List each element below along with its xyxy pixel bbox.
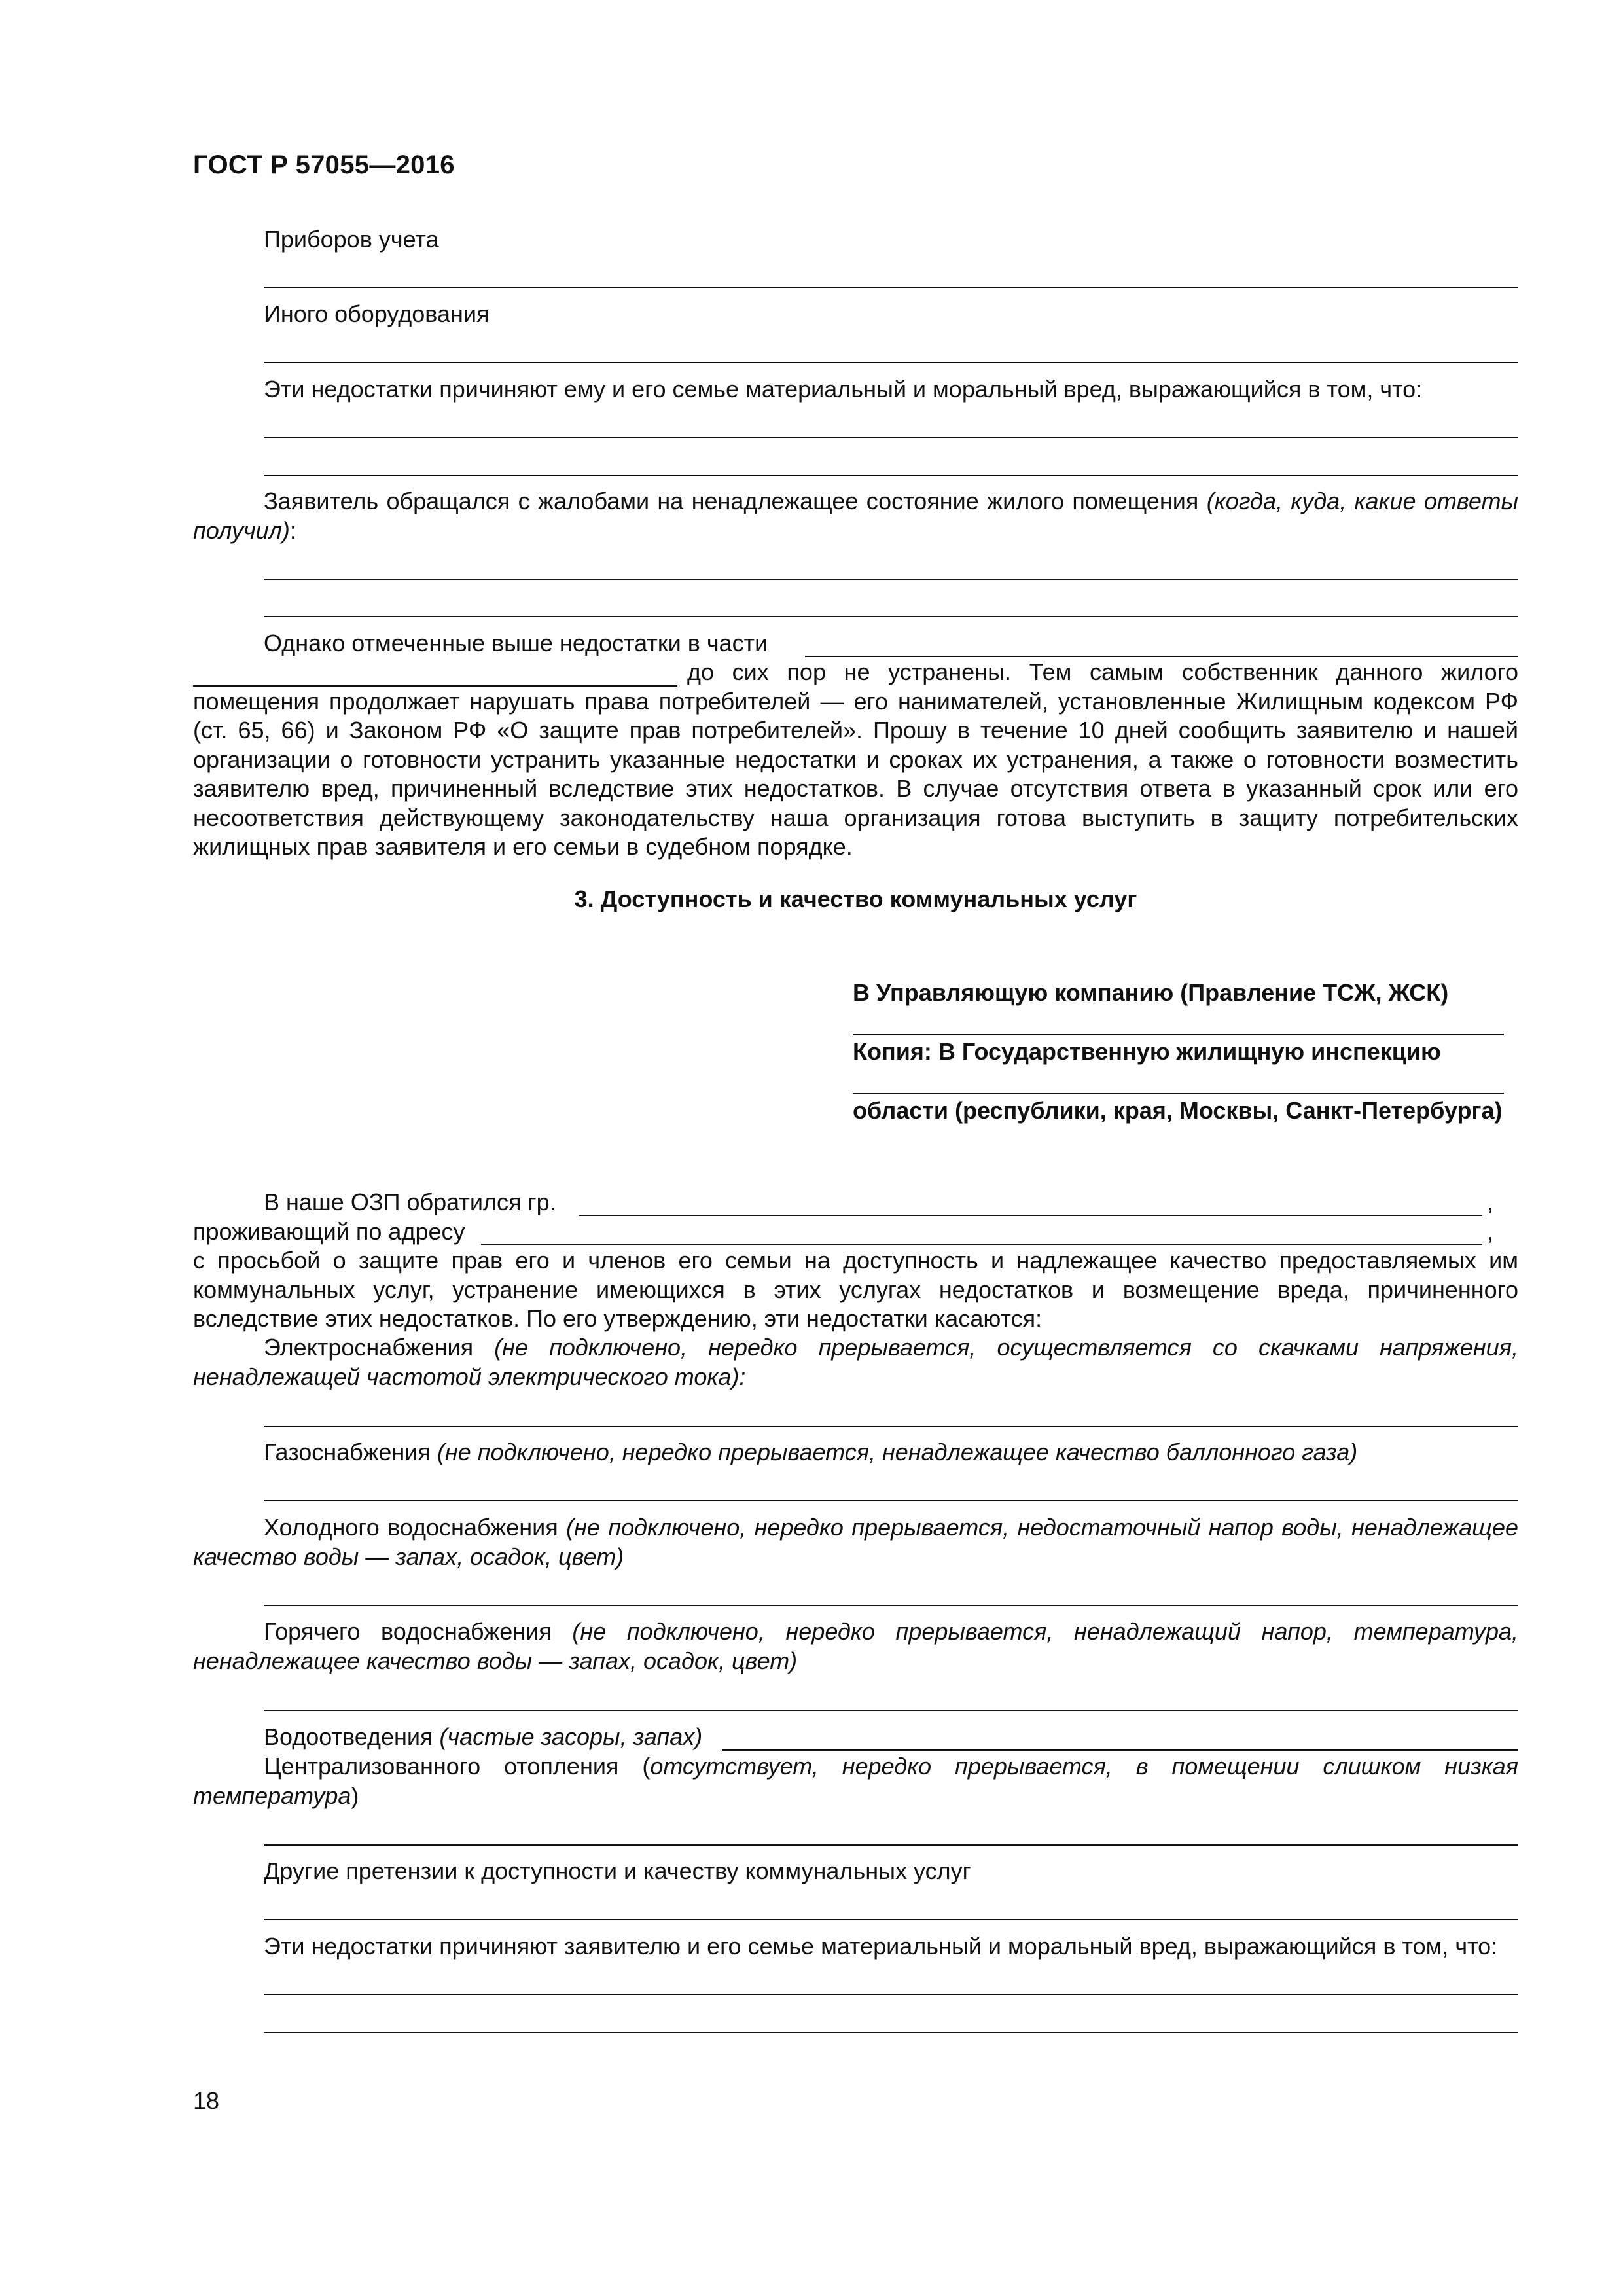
fill-line-hot-water[interactable] bbox=[264, 1710, 1518, 1711]
gas-note: (не подключено, нередко прерывается, ненадлежащее качество баллонного газа) bbox=[437, 1439, 1358, 1465]
gas-label: Газоснабжения bbox=[264, 1439, 431, 1465]
gas-paragraph bbox=[264, 1438, 1357, 1467]
electricity-paragraph bbox=[193, 1333, 1518, 1391]
fill-line-harm-2[interactable] bbox=[264, 475, 1518, 476]
fill-line-electricity[interactable] bbox=[264, 1426, 1518, 1427]
addressee-line-2: Копия: В Государственную жилищную инспекцию bbox=[853, 1038, 1441, 1065]
page-number: 18 bbox=[193, 2087, 220, 2114]
cold-water-paragraph bbox=[193, 1513, 1518, 1571]
fill-line-complaints-1[interactable] bbox=[264, 579, 1518, 580]
fill-line-company[interactable] bbox=[853, 1034, 1504, 1035]
heating-close: ) bbox=[351, 1782, 359, 1809]
fill-line-inspection[interactable] bbox=[853, 1093, 1504, 1094]
fill-line-meters[interactable] bbox=[264, 287, 1518, 288]
heating-note: отсутствует, нередко прерывается, в помещении слишком низкая температура bbox=[193, 1753, 1518, 1809]
fill-line-harm-3[interactable] bbox=[264, 1994, 1518, 1995]
address-label: проживающий по адресу bbox=[193, 1218, 465, 1245]
section-title: 3. Доступность и качество коммунальных услуг bbox=[574, 886, 1137, 912]
addressee-line-1: В Управляющую компанию (Правление ТСЖ, ЖСК) bbox=[853, 979, 1449, 1006]
item-equipment-label: Иного оборудования bbox=[264, 300, 490, 327]
fill-line-heating[interactable] bbox=[264, 1844, 1518, 1846]
harm-text-2: Эти недостатки причиняют заявителю и его семье материальный и моральный вред, выражающийся в том, что: bbox=[264, 1933, 1498, 1960]
however-paragraph: до сих пор не устранены. Тем самым собственник данного жилого помещения продолжает нарушать права потребителей — его нанимателей, установленные Жилищным кодексом РФ (ст. 65, 66) и Законом РФ «О защите прав потребителей». Прошу в течение 10 дней сообщить заявителю и нашей организации о готовности устранить указанные недостатки и сроках их устранения, а также о готовности возместить заявителю вред, причиненный вследствие этих недостатков. В случае отсутствия ответа в указанный срок или его несоответствия действующему законодательству наша организация готова выступить в защиту потребительских жилищных прав заявителя и его семьи в судебном порядке. bbox=[193, 658, 1518, 860]
heating-label: Централизованного отопления ( bbox=[264, 1753, 651, 1780]
fill-line-gas[interactable] bbox=[264, 1500, 1518, 1501]
cold-water-label: Холодного водоснабжения bbox=[264, 1514, 558, 1541]
fill-line-other-claims[interactable] bbox=[264, 1919, 1518, 1920]
fill-line-applicant[interactable] bbox=[579, 1215, 1482, 1216]
fill-line-equipment[interactable] bbox=[264, 362, 1518, 363]
heating-paragraph bbox=[193, 1752, 1518, 1810]
complaints-colon: : bbox=[289, 516, 296, 544]
addressee-line-3: области (республики, края, Москвы, Санкт-Петербурга) bbox=[853, 1097, 1503, 1124]
harm-text: Эти недостатки причиняют ему и его семье материальный и моральный вред, выражающийся в том, что: bbox=[264, 376, 1423, 403]
item-meters-label: Приборов учета bbox=[264, 226, 439, 253]
however-lead: Однако отмеченные выше недостатки в части bbox=[264, 630, 768, 656]
hot-water-note: (не подключено, нередко прерывается, ненадлежащий напор, температура, ненадлежащее качество воды — запах, осадок, цвет) bbox=[193, 1618, 1518, 1674]
document-header: ГОСТ Р 57055—2016 bbox=[193, 151, 455, 179]
fill-line-harm-4[interactable] bbox=[264, 2032, 1518, 2033]
electricity-note: (не подключено, нередко прерывается, осуществляется со скачками напряжения, ненадлежащей частотой электрического тока): bbox=[193, 1334, 1518, 1390]
address-comma: , bbox=[1487, 1218, 1494, 1245]
fill-line-drainage[interactable] bbox=[722, 1749, 1518, 1751]
drainage-label: Водоотведения bbox=[264, 1723, 433, 1750]
electricity-label: Электроснабжения bbox=[264, 1334, 474, 1361]
complaints-paragraph bbox=[193, 487, 1518, 545]
fill-line-however-part[interactable] bbox=[805, 656, 1518, 657]
cold-water-note: (не подключено, нередко прерывается, недостаточный напор воды, ненадлежащее качество воды — запах, осадок, цвет) bbox=[193, 1514, 1518, 1570]
other-claims-label: Другие претензии к доступности и качеству коммунальных услуг bbox=[264, 1857, 971, 1884]
applicant-label: В наше ОЗП обратился гр. bbox=[264, 1189, 556, 1215]
fill-line-complaints-2[interactable] bbox=[264, 616, 1518, 617]
request-paragraph: с просьбой о защите прав его и членов его семьи на доступность и надлежащее качество предоставляемых им коммунальных услуг, устранение имеющихся в этих услугах недостатков и возмещение вреда, причиненного вследствие этих недостатков. По его утверждению, эти недостатки касаются: bbox=[193, 1247, 1518, 1332]
applicant-comma: , bbox=[1487, 1189, 1494, 1215]
drainage-paragraph bbox=[264, 1723, 702, 1752]
drainage-note: (частые засоры, запах) bbox=[439, 1723, 703, 1750]
hot-water-label: Горячего водоснабжения bbox=[264, 1618, 552, 1645]
hot-water-paragraph bbox=[193, 1617, 1518, 1676]
complaints-note: (когда, куда, какие ответы получил) bbox=[193, 488, 1518, 544]
fill-line-cold-water[interactable] bbox=[264, 1605, 1518, 1606]
complaints-text: Заявитель обращался с жалобами на ненадлежащее состояние жилого помещения bbox=[264, 488, 1199, 514]
fill-line-address[interactable] bbox=[481, 1244, 1482, 1245]
fill-line-harm-1[interactable] bbox=[264, 437, 1518, 438]
